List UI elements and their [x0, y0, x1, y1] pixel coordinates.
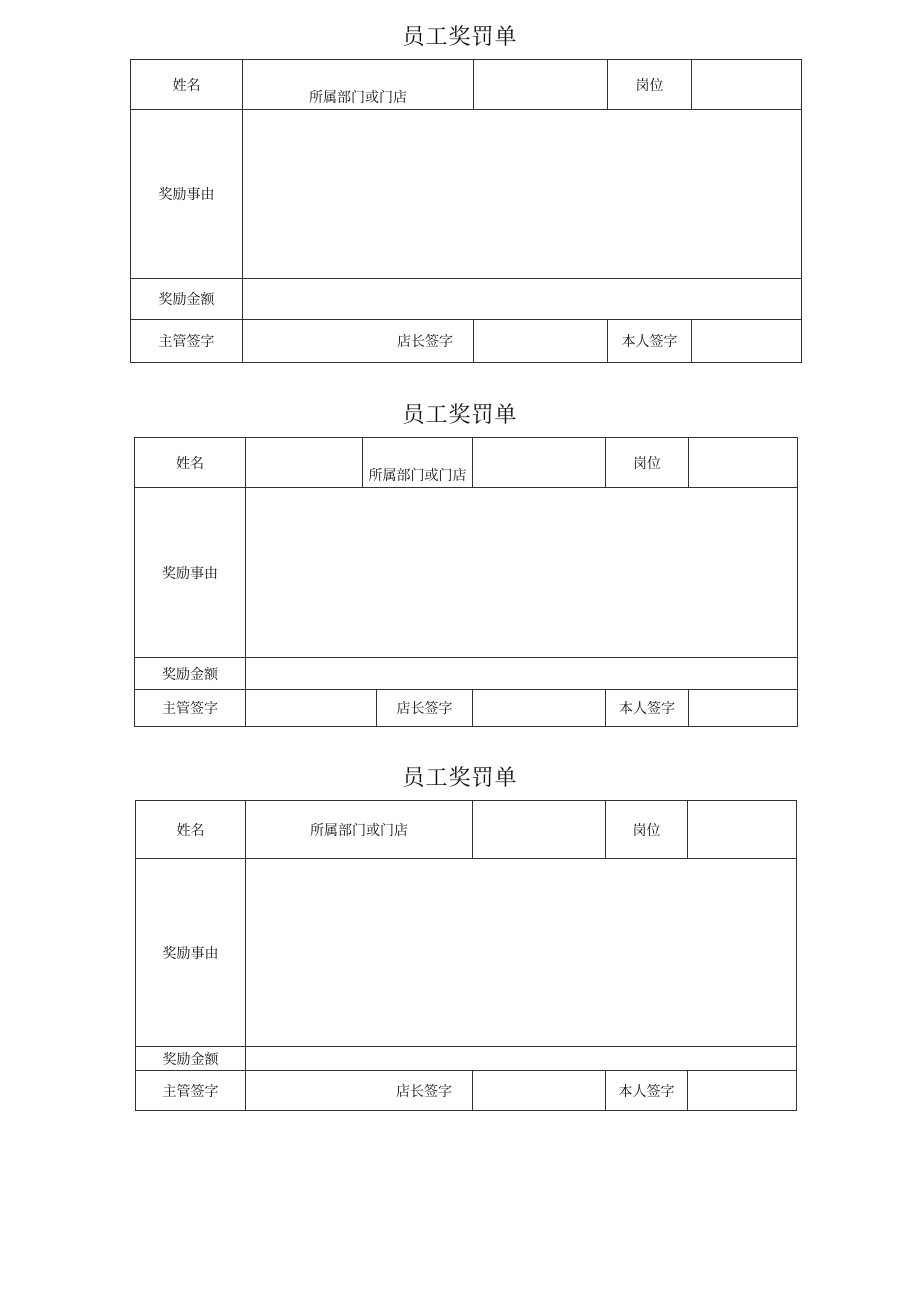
amount-field[interactable]	[246, 1047, 797, 1071]
manager-signature-field[interactable]	[473, 690, 606, 727]
dept-label: 所属部门或门店	[246, 801, 473, 859]
form2-table	[134, 437, 798, 727]
position-field[interactable]	[688, 801, 797, 859]
self-signature-field[interactable]	[692, 320, 802, 363]
amount-label: 奖励金额	[135, 658, 246, 690]
name-label: 姓名	[131, 60, 243, 110]
position-label: 岗位	[606, 801, 688, 859]
dept-field[interactable]	[474, 60, 608, 110]
reason-field[interactable]	[246, 859, 797, 1047]
name-label: 姓名	[135, 438, 246, 488]
form1-table	[130, 59, 802, 363]
position-label: 岗位	[606, 438, 689, 488]
self-signature-field[interactable]	[688, 1071, 797, 1111]
reason-label: 奖励事由	[136, 859, 246, 1047]
supervisor-signature-label: 主管签字	[136, 1071, 246, 1111]
position-label: 岗位	[608, 60, 692, 110]
amount-label: 奖励金额	[136, 1047, 246, 1071]
supervisor-signature-label: 主管签字	[135, 690, 246, 727]
amount-label: 奖励金额	[131, 279, 243, 320]
form2-title: 员工奖罚单	[402, 403, 518, 428]
form1-title: 员工奖罚单	[402, 25, 518, 50]
self-signature-label: 本人签字	[608, 320, 692, 363]
dept-field[interactable]	[473, 438, 606, 488]
reason-field[interactable]	[246, 488, 798, 658]
supervisor-signature-cell	[246, 690, 473, 727]
position-field[interactable]	[692, 60, 802, 110]
supervisor-signature-label: 主管签字	[131, 320, 243, 363]
manager-signature-label: 店长签字	[396, 701, 453, 717]
manager-signature-label: 店长签字	[243, 320, 474, 363]
amount-field[interactable]	[243, 279, 802, 320]
reason-label: 奖励事由	[131, 110, 243, 279]
dept-label: 所属部门或门店	[363, 438, 473, 488]
manager-signature-label: 店长签字	[246, 1071, 473, 1111]
form3-title: 员工奖罚单	[402, 766, 518, 791]
amount-field[interactable]	[246, 658, 798, 690]
form3-table	[135, 800, 797, 1111]
name-field[interactable]	[246, 438, 363, 488]
self-signature-label: 本人签字	[606, 690, 689, 727]
self-signature-field[interactable]	[689, 690, 798, 727]
reason-field[interactable]	[243, 110, 802, 279]
dept-field[interactable]	[473, 801, 606, 859]
name-label: 姓名	[136, 801, 246, 859]
supervisor-signature-field[interactable]	[246, 690, 377, 726]
manager-signature-field[interactable]	[474, 320, 608, 363]
reason-label: 奖励事由	[135, 488, 246, 658]
self-signature-label: 本人签字	[606, 1071, 688, 1111]
manager-signature-field[interactable]	[473, 1071, 606, 1111]
dept-label: 所属部门或门店	[243, 60, 474, 110]
position-field[interactable]	[689, 438, 798, 488]
